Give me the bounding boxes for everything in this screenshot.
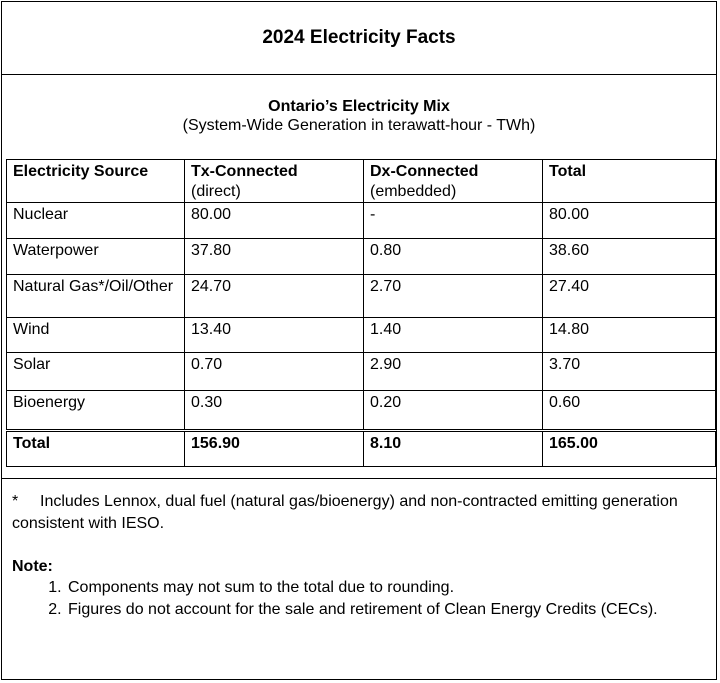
header-dx-connected: Dx-Connected (embedded) — [364, 160, 543, 203]
cell-total: 80.00 — [543, 203, 716, 239]
cell-tx: 0.70 — [185, 353, 364, 391]
cell-dx: 0.20 — [364, 391, 543, 431]
header-source: Electricity Source — [7, 160, 185, 203]
cell-source: Nuclear — [7, 203, 185, 239]
footer-notes — [2, 478, 716, 681]
note-item: 2. Figures do not account for the sale and retirement of Clean Energy Credits (CECs). — [66, 599, 706, 621]
table-total-row — [7, 431, 716, 467]
cell-total: 3.70 — [543, 353, 716, 391]
cell-total: 0.60 — [543, 391, 716, 431]
cell-source: Natural Gas*/Oil/Other — [7, 275, 185, 318]
page-title: 2024 Electricity Facts — [2, 2, 716, 75]
cell-dx: - — [364, 203, 543, 239]
fact-sheet — [1, 1, 717, 680]
cell-dx: 0.80 — [364, 239, 543, 275]
table-row — [7, 318, 716, 353]
total-value: 165.00 — [543, 431, 716, 467]
cell-total: 14.80 — [543, 318, 716, 353]
cell-total: 27.40 — [543, 275, 716, 318]
cell-source: Waterpower — [7, 239, 185, 275]
table-title: Ontario’s Electricity Mix — [268, 98, 450, 115]
cell-tx: 24.70 — [185, 275, 364, 318]
cell-source: Wind — [7, 318, 185, 353]
table-row — [7, 203, 716, 239]
footnote-text: Includes Lennox, dual fuel (natural gas/bioenergy) and non-contracted emitting generation consistent with IESO. — [12, 493, 678, 532]
cell-dx: 1.40 — [364, 318, 543, 353]
cell-source: Solar — [7, 353, 185, 391]
note-label: Note: — [12, 558, 53, 575]
table-row — [7, 391, 716, 431]
table-row — [7, 275, 716, 318]
header-total: Total — [543, 160, 716, 203]
cell-dx: 2.70 — [364, 275, 543, 318]
cell-tx: 37.80 — [185, 239, 364, 275]
table-subtitle: (System-Wide Generation in terawatt-hour - TWh) — [182, 117, 536, 134]
total-tx: 156.90 — [185, 431, 364, 467]
cell-tx: 80.00 — [185, 203, 364, 239]
table-row — [7, 353, 716, 391]
total-dx: 8.10 — [364, 431, 543, 467]
note-list — [40, 577, 706, 621]
electricity-mix-table — [6, 159, 716, 467]
header-tx-connected: Tx-Connected (direct) — [185, 160, 364, 203]
cell-total: 38.60 — [543, 239, 716, 275]
total-label: Total — [7, 431, 185, 467]
footnote-marker: * — [12, 493, 19, 510]
cell-tx: 13.40 — [185, 318, 364, 353]
table-heading — [2, 97, 716, 135]
table-row — [7, 239, 716, 275]
cell-source: Bioenergy — [7, 391, 185, 431]
cell-dx: 2.90 — [364, 353, 543, 391]
cell-tx: 0.30 — [185, 391, 364, 431]
table-header-row — [7, 160, 716, 203]
footnote — [12, 491, 702, 535]
note-item: 1. Components may not sum to the total due to rounding. — [66, 577, 706, 599]
